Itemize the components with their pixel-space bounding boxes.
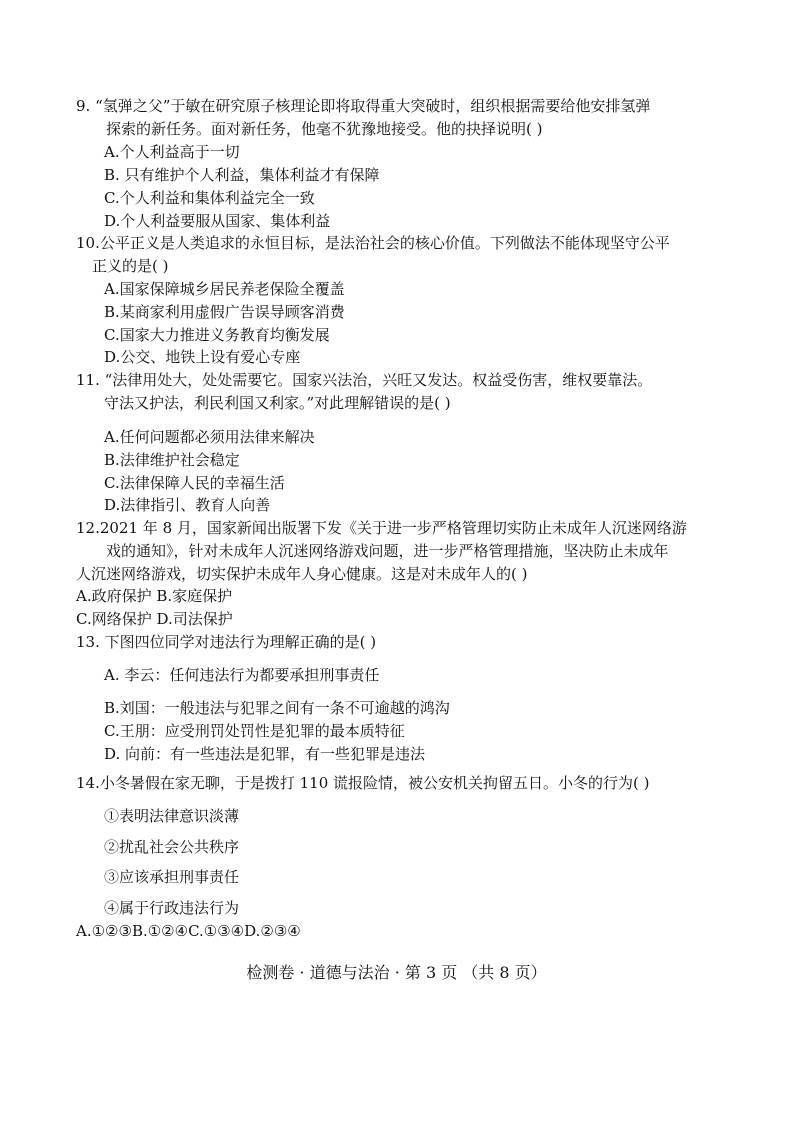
question-9-option-a: A.个人利益高于一切 (104, 143, 240, 161)
question-12-stem-line-3: 人沉迷网络游戏，切实保护未成年人身心健康。这是对未成年人的( ) (76, 565, 528, 583)
question-12-stem-line-2: 戏的通知》，针对未成年人沉迷网络游戏问题，进一步严格管理措施，坚决防止未成年 (106, 542, 669, 560)
question-14-item-2: ②扰乱社会公共秩序 (104, 838, 240, 856)
question-13-option-a: A. 李云：任何违法行为都要承担刑事责任 (104, 666, 380, 684)
question-9-option-b: B. 只有维护个人利益，集体利益才有保障 (104, 166, 380, 184)
question-11-stem-line-1: 11. “法律用处大，处处需要它。国家兴法治，兴旺又发达。权益受伤害，维权要靠法。 (76, 371, 653, 389)
question-10-option-a: A.国家保障城乡居民养老保险全覆盖 (104, 280, 345, 298)
question-12-option-ab: A.政府保护 B.家庭保护 (76, 587, 233, 605)
question-12-stem-line-1: 12.2021 年 8 月，国家新闻出版署下发《关于进一步严格管理切实防止未成年人沉迷网络游 (76, 519, 687, 537)
question-13-option-d: D. 向前：有一些违法是犯罪，有一些犯罪是违法 (104, 745, 426, 763)
question-14-item-3: ③应该承担刑事责任 (104, 868, 240, 886)
question-10-option-c: C.国家大力推进义务教育均衡发展 (104, 326, 330, 344)
question-13-stem-line-1: 13. 下图四位同学对违法行为理解正确的是( ) (76, 633, 377, 651)
question-14-stem-line-1: 14.小冬暑假在家无聊，于是拨打 110 谎报险情，被公安机关拘留五日。小冬的行为( ) (76, 774, 650, 792)
question-13-option-b: B.刘国：一般违法与犯罪之间有一条不可逾越的鸿沟 (104, 699, 450, 717)
question-10-option-b: B.某商家利用虚假广告误导顾客消费 (104, 303, 345, 321)
question-11-option-b: B.法律维护社会稳定 (104, 451, 240, 469)
question-9-stem-line-1: 9. “氢弹之父”于敏在研究原子核理论即将取得重大突破时，组织根据需要给他安排氢弹 (76, 97, 651, 115)
question-11-option-a: A.任何问题都必须用法律来解决 (104, 428, 315, 446)
question-11-option-c: C.法律保障人民的幸福生活 (104, 474, 285, 492)
question-9-option-c: C.个人利益和集体利益完全一致 (104, 189, 315, 207)
question-14-item-4: ④属于行政违法行为 (104, 899, 240, 917)
question-9-stem-line-2: 探索的新任务。面对新任务，他毫不犹豫地接受。他的抉择说明( ) (106, 120, 543, 138)
question-11-option-d: D.法律指引、教育人向善 (104, 496, 271, 514)
page-footer: 检测卷 · 道德与法治 · 第 3 页 （共 8 页） (246, 963, 547, 982)
question-10-stem-line-2: 正义的是( ) (92, 257, 169, 275)
question-10-stem-line-1: 10.公平正义是人类追求的永恒目标，是法治社会的核心价值。下列做法不能体现坚守公平 (76, 234, 670, 252)
question-13-option-c: C.王朋：应受刑罚处罚性是犯罪的最本质特征 (104, 722, 405, 740)
question-11-stem-line-2: 守法又护法，利民利国又利家。”对此理解错误的是( ) (104, 394, 451, 412)
question-10-option-d: D.公交、地铁上设有爱心专座 (104, 348, 301, 366)
question-9-option-d: D.个人利益要服从国家、集体利益 (104, 212, 331, 230)
question-12-option-cd: C.网络保护 D.司法保护 (76, 610, 233, 628)
question-14-item-1: ①表明法律意识淡薄 (104, 807, 240, 825)
question-14-answer-choices: A.①②③B.①②④C.①③④D.②③④ (76, 922, 301, 940)
